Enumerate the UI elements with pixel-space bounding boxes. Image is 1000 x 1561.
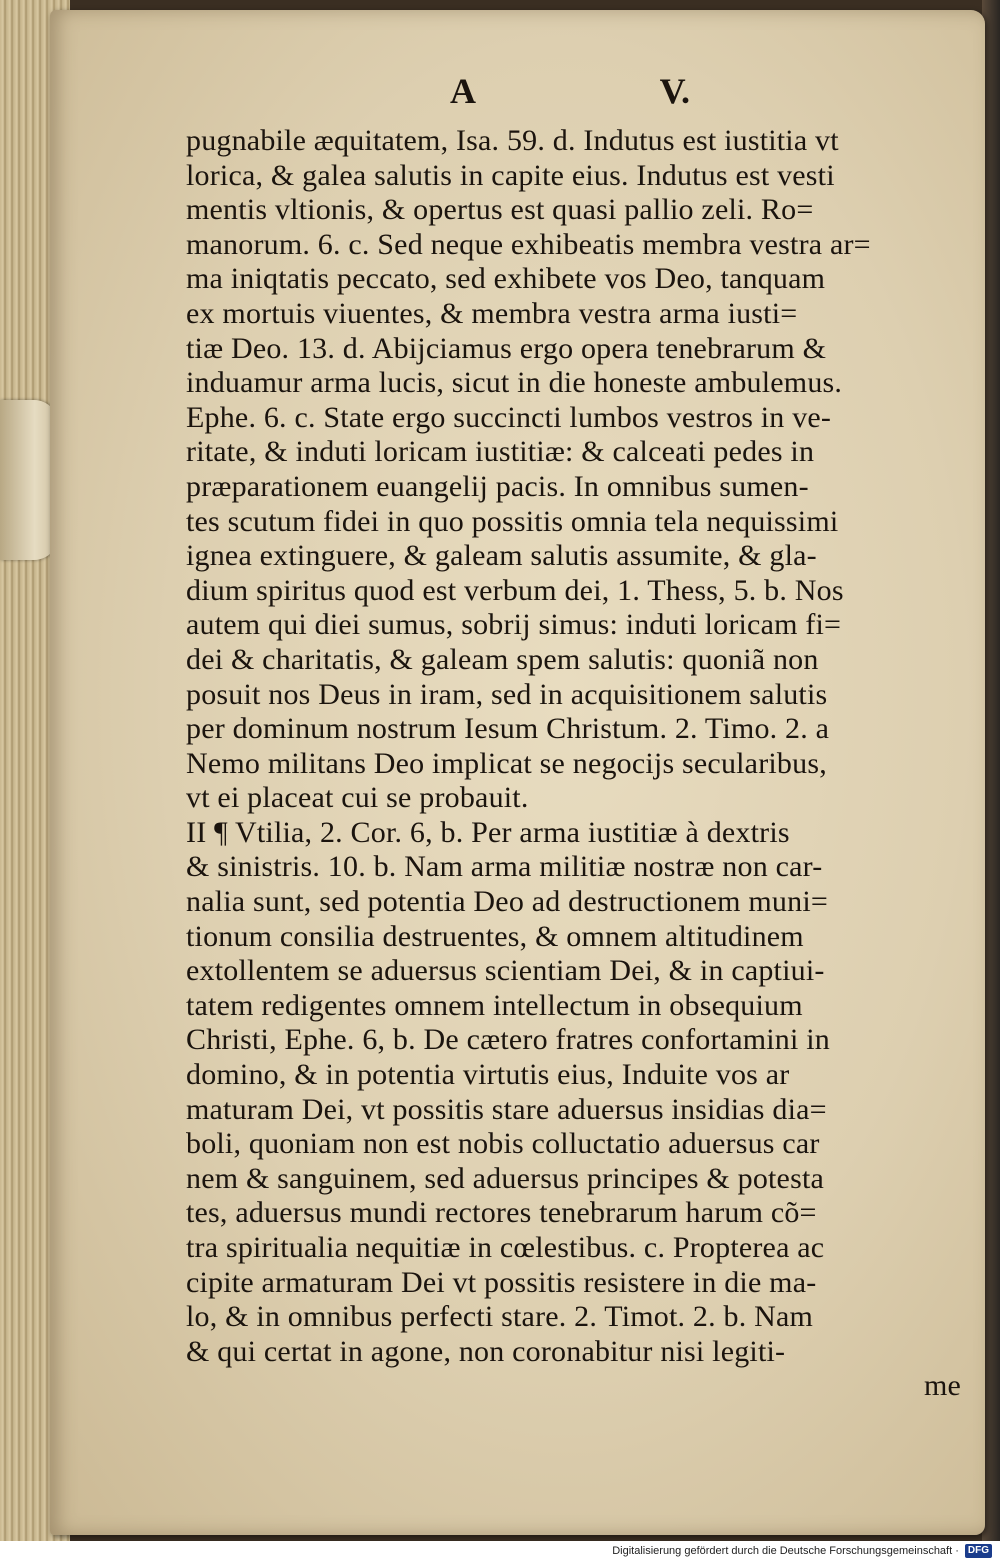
text-line: manorum. 6. c. Sed neque exhibeatis membra vestra ar=: [186, 227, 871, 261]
text-line: induamur arma lucis, sicut in die honeste ambulemus.: [186, 366, 843, 400]
text-line: nalia sunt, sed potentia Deo ad destructionem muni=: [186, 885, 828, 919]
text-line: tionum consilia destruentes, & omnem altitudinem: [186, 919, 804, 953]
running-header: [450, 66, 690, 116]
text-line: ma iniqtatis peccato, sed exhibete vos Deo, tanquam: [186, 262, 826, 296]
text-line: vt ei placeat cui se probauit.: [186, 781, 529, 815]
text-line: autem qui diei sumus, sobrij simus: induti loricam fi=: [186, 608, 842, 642]
text-line: dium spiritus quod est verbum dei, 1. Thess, 5. b. Nos: [186, 573, 844, 607]
text-line: me: [923, 1369, 961, 1403]
text-line: Nemo militans Deo implicat se negocijs secularibus,: [186, 746, 827, 780]
text-line: tes scutum fidei in quo possitis omnia tela nequissimi: [186, 504, 839, 538]
text-line: domino, & in potentia virtutis eius, Induite vos ar: [186, 1058, 790, 1092]
text-line: per dominum nostrum Iesum Christum. 2. Timo. 2. a: [186, 712, 830, 746]
text-line: ignea extinguere, & galeam salutis assumite, & gla-: [186, 539, 817, 573]
page-text: [186, 124, 961, 1404]
funding-credit: Digitalisierung gefördert durch die Deutsche Forschungsgemeinschaft ·: [612, 1545, 959, 1557]
text-line: boli, quoniam non est nobis colluctatio aduersus car: [186, 1127, 820, 1161]
text-line: tiæ Deo. 13. d. Abijciamus ergo opera tenebrarum &: [186, 331, 827, 365]
header-left: A: [450, 71, 476, 111]
text-line: II ¶ Vtilia, 2. Cor. 6, b. Per arma iustitiæ à dextris: [186, 815, 790, 849]
text-line: pugnabile æquitatem, Isa. 59. d. Indutus est iustitia vt: [186, 124, 839, 157]
text-line: tatem redigentes omnem intellectum in obsequium: [186, 988, 803, 1022]
text-line: posuit nos Deus in iram, sed in acquisitionem salutis: [186, 677, 828, 711]
text-line: & qui certat in agone, non coronabitur nisi legiti-: [186, 1334, 786, 1368]
header-right: V.: [659, 71, 690, 111]
text-line: lo, & in omnibus perfecti stare. 2. Timot. 2. b. Nam: [186, 1300, 814, 1334]
text-line: Christi, Ephe. 6, b. De cætero fratres confortamini in: [186, 1023, 830, 1057]
text-line: & sinistris. 10. b. Nam arma militiæ nostræ non car-: [186, 850, 823, 884]
text-line: mentis vltionis, & opertus est quasi pallio zeli. Ro=: [186, 193, 814, 227]
text-line: nem & sanguinem, sed aduersus principes & potesta: [186, 1161, 824, 1195]
text-line: extollentem se aduersus scientiam Dei, & in captiui-: [186, 954, 825, 988]
footer-bar: [0, 1541, 1000, 1561]
text-line: cipite armaturam Dei vt possitis resistere in die ma-: [186, 1265, 817, 1299]
text-line: dei & charitatis, & galeam spem salutis: quoniã non: [186, 642, 819, 676]
text-line: tra spiritualia nequitiæ in cœlestibus. c. Propterea ac: [186, 1231, 825, 1264]
text-line: maturam Dei, vt possitis stare aduersus insidias dia=: [186, 1092, 827, 1126]
text-line: lorica, & galea salutis in capite eius. Indutus est vesti: [186, 158, 835, 192]
text-line: præparationem euangelij pacis. In omnibus sumen-: [186, 469, 809, 503]
dfg-logo: DFG: [965, 1544, 992, 1558]
text-line: Ephe. 6. c. State ergo succincti lumbos vestros in ve-: [186, 400, 832, 434]
text-line: tes, aduersus mundi rectores tenebrarum harum cõ=: [186, 1196, 817, 1230]
text-line: ritate, & induti loricam iustitiæ: & calceati pedes in: [186, 435, 815, 469]
text-line: ex mortuis viuentes, & membra vestra arma iusti=: [186, 296, 798, 330]
